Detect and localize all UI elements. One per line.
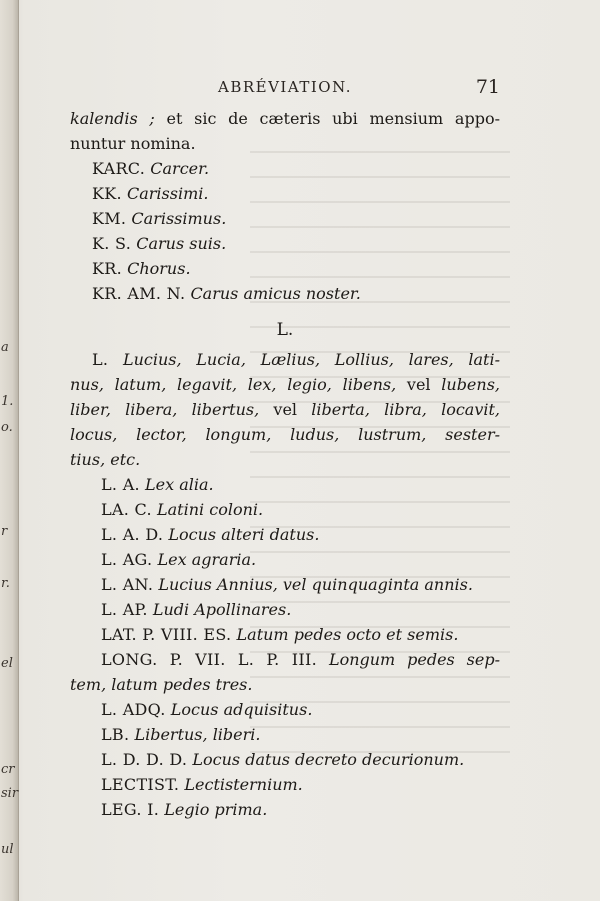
- entry-abbreviation: LECTIST.: [101, 775, 180, 794]
- entry-line: [70, 206, 500, 231]
- page-header: [70, 78, 500, 106]
- entry-expansion: Ludi Apollinares.: [152, 600, 292, 619]
- intro-text: nuntur nomina.: [70, 134, 196, 153]
- paragraph-roman: vel: [396, 375, 442, 394]
- margin-fragment: 1.: [1, 394, 14, 409]
- entry-abbreviation: K. S.: [92, 234, 132, 253]
- entry-abbreviation: L. D. D. D.: [101, 750, 188, 769]
- entry-abbreviation: KK.: [92, 184, 122, 203]
- entry-expansion: Carissimi.: [127, 184, 209, 203]
- paragraph-italic: lubens,: [441, 375, 500, 394]
- entry-abbreviation: KM.: [92, 209, 127, 228]
- entry-line: [70, 231, 500, 256]
- entry-abbreviation: L. ADQ.: [101, 700, 166, 719]
- entry-expansion: Chorus.: [127, 259, 191, 278]
- entry-abbreviation: LAT. P. VIII. ES.: [101, 625, 232, 644]
- entry-abbreviation: KR.: [92, 259, 122, 278]
- paragraph-italic: nus, latum, legavit, lex, legio, libens,: [70, 375, 397, 394]
- entry-expansion: Lectisternium.: [184, 775, 303, 794]
- paragraph-line: [70, 372, 500, 397]
- intro-line-2: [70, 131, 500, 156]
- entry-abbreviation: L.: [92, 350, 109, 369]
- entry-expansion: Locus alteri datus.: [168, 525, 320, 544]
- entry-abbreviation: LONG. P. VII. L. P. III.: [101, 650, 318, 669]
- entry-expansion: Carus suis.: [136, 234, 227, 253]
- entry-expansion: tem, latum pedes tres.: [70, 675, 253, 694]
- margin-fragment: r.: [1, 576, 10, 591]
- intro-line-1: [70, 106, 500, 131]
- entry-expansion: Lex agraria.: [157, 550, 257, 569]
- paragraph-italic: tius, etc.: [70, 450, 141, 469]
- entry-line: [70, 522, 500, 547]
- paragraph-italic: liberta, libra, locavit,: [311, 400, 501, 419]
- paragraph-line: [70, 422, 500, 447]
- entry-line: [70, 547, 500, 572]
- entry-line: [70, 647, 500, 672]
- paragraph-line: [70, 397, 500, 422]
- entry-line: [70, 472, 500, 497]
- entry-line: [70, 572, 500, 597]
- page-number: 71: [475, 76, 500, 98]
- margin-fragment: a: [1, 340, 9, 355]
- margin-fragment: el: [1, 656, 13, 671]
- paragraph-roman: vel: [259, 400, 312, 419]
- entry-line: [70, 772, 500, 797]
- paragraph-italic: liber, libera, libertus,: [70, 400, 260, 419]
- entry-expansion: Locus datus decreto decurionum.: [192, 750, 465, 769]
- entry-expansion: Legio prima.: [164, 800, 268, 819]
- margin-fragment: r: [1, 524, 8, 539]
- entry-line: [70, 697, 500, 722]
- entry-expansion: Latum pedes octo et semis.: [236, 625, 459, 644]
- entry-line: [70, 622, 500, 647]
- entry-expansion: Carissimus.: [131, 209, 227, 228]
- entry-line: [70, 797, 500, 822]
- intro-italic: kalendis ;: [70, 109, 155, 128]
- entry-line: [70, 181, 500, 206]
- entry-line: [70, 747, 500, 772]
- paragraph-line: [70, 347, 500, 372]
- entry-abbreviation: L. AG.: [101, 550, 153, 569]
- margin-fragment: sir: [1, 786, 19, 801]
- intro-text: et sic de cæteris ubi mensium appo-: [154, 109, 500, 128]
- entry-expansion: Latini coloni.: [157, 500, 264, 519]
- entry-line-continued: [70, 672, 500, 697]
- paragraph-line: [70, 447, 500, 472]
- book-page: [70, 78, 500, 822]
- entry-abbreviation: LEG. I.: [101, 800, 160, 819]
- entry-abbreviation: KR. AM. N.: [92, 284, 186, 303]
- entry-line: [70, 256, 500, 281]
- margin-fragment: ul: [1, 842, 14, 857]
- section-heading: L.: [276, 320, 294, 340]
- margin-fragment: cr: [1, 762, 15, 777]
- entry-expansion: Lucius Annius, vel quinquaginta annis.: [158, 575, 473, 594]
- entry-line: [70, 156, 500, 181]
- entry-abbreviation: L. A.: [101, 475, 140, 494]
- entry-expansion: Lex alia.: [145, 475, 214, 494]
- entry-expansion: Lucius, Lucia, Lælius, Lollius, lares, lati-: [108, 350, 500, 369]
- previous-page-edge: [0, 0, 19, 901]
- entry-line: [70, 722, 500, 747]
- entry-line: [70, 281, 500, 306]
- entry-line: [70, 497, 500, 522]
- margin-fragment: o.: [1, 420, 13, 435]
- entry-abbreviation: LA. C.: [101, 500, 152, 519]
- entry-line: [70, 597, 500, 622]
- entry-abbreviation: LB.: [101, 725, 130, 744]
- entry-abbreviation: KARC.: [92, 159, 146, 178]
- paragraph-italic: locus, lector, longum, ludus, lustrum, sester-: [70, 425, 500, 444]
- entry-abbreviation: L. AN.: [101, 575, 154, 594]
- entry-expansion: Carus amicus noster.: [190, 284, 361, 303]
- entry-expansion: Locus adquisitus.: [170, 700, 313, 719]
- entry-expansion: Libertus, liberi.: [134, 725, 261, 744]
- entry-expansion: Longum pedes sep-: [328, 650, 500, 669]
- running-title: ABRÉVIATION.: [217, 78, 353, 96]
- entry-expansion: Carcer.: [150, 159, 210, 178]
- entry-abbreviation: L. AP.: [101, 600, 148, 619]
- entry-abbreviation: L. A. D.: [101, 525, 164, 544]
